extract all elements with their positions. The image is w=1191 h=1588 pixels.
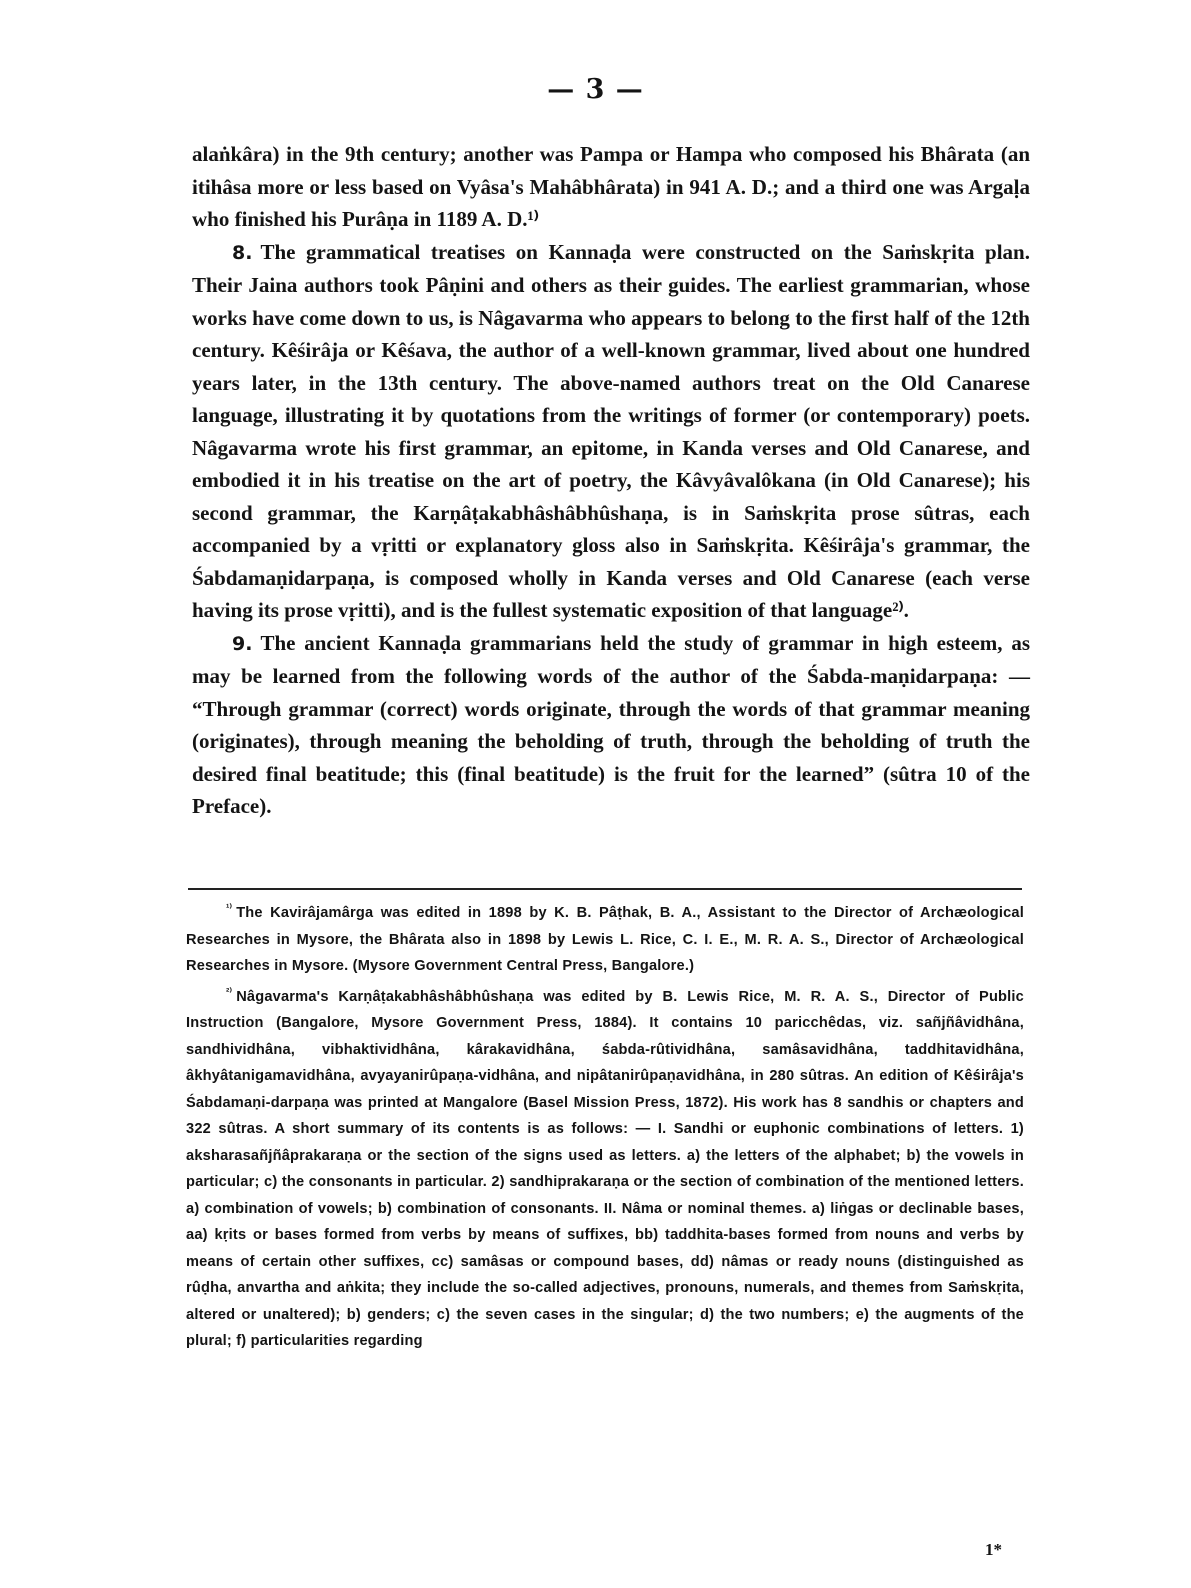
footnote-marker: ¹⁾	[226, 903, 233, 915]
footnote-marker: ²⁾	[226, 986, 233, 998]
paragraph-8	[192, 236, 1030, 627]
paragraph-number: 9.	[232, 632, 253, 655]
paragraph-continuation	[192, 138, 1030, 236]
paragraph-9	[192, 627, 1030, 823]
footnotes	[186, 900, 1024, 1355]
footnote-text: Nâgavarma's Karṇâṭakabhâshâbhûshaṇa was edited by B. Lewis Rice, M. R. A. S., Director of Public Instruction (Bangalore, Mysore Government Press, 1884). It contains 10 paricchêdas, viz. sañjñâvidhâna, sandhividhâna, vibhaktividhâna, kârakavidhâna, śabda-rûtividhâna, samâsavidhâna, taddhitavidhâna, âkhyâtanigamavidhâna, avyayanirûpaṇa-vidhâna, and nipâtanirûpaṇavidhâna, in 280 sûtras. An edition of Kêśirâja's Śabdamaṇi-darpaṇa was printed at Mangalore (Basel Mission Press, 1872). His work has 8 sandhis or chapters and 322 sûtras. A short summary of its contents is as follows: — I. Sandhi or euphonic combinations of letters. 1) aksharasañjñâprakaraṇa or the section of the signs used as letters. a) the letters of the alphabet; b) the vowels in particular; c) the consonants in particular. 2) sandhiprakaraṇa or the section of combination of the mentioned letters. a) combination of vowels; b) combination of consonants. II. Nâma or nominal themes. a) liṅgas or declinable bases, aa) kṛits or bases formed from verbs by means of suffixes, bb) taddhita-bases formed from nouns and verbs by means of certain other suffixes, cc) samâsas or compound bases, dd) nâmas or ready nouns (distinguished as rûḍha, anvartha and aṅkita; they include the so-called adjectives, pronouns, numerals, and themes from Saṁskṛita, altered or unaltered); b) genders; c) the seven cases in the singular; d) the two numbers; e) the augments of the plural; f) particularities regarding	[186, 988, 1024, 1349]
footnote-2	[186, 984, 1024, 1355]
footnote-divider	[188, 888, 1022, 890]
signature-mark: 1*	[985, 1540, 1002, 1559]
paragraph-text: The grammatical treatises on Kannaḍa were constructed on the Saṁskṛita plan. Their Jaina authors took Pâṇini and others as their guides. The earliest grammarian, whose works have come down to us, is Nâgavarma who appears to belong to the first half of the 12th century. Kêśirâja or Kêśava, the author of a well-known grammar, lived about one hundred years later, in the 13th century. The above-named authors treat on the Old Canarese language, illustrating it by quotations from the writings of former (or contemporary) poets. Nâgavarma wrote his first grammar, an epitome, in Kanda verses and Old Canarese, and embodied it in his treatise on the art of poetry, the Kâvyâvalôkana (in Old Canarese); his second grammar, the Karṇâṭakabhâshâbhûshaṇa, is in Saṁskṛita prose sûtras, each accompanied by a vṛitti or explanatory gloss also in Saṁskṛita. Kêśirâja's grammar, the Śabdamaṇidarpaṇa, is composed wholly in Kanda verses and Old Canarese (each verse having its prose vṛitti), and is the fullest systematic exposition of that language²⁾.	[192, 239, 1030, 622]
page-number: — 3 —	[547, 74, 644, 105]
paragraph-text: The ancient Kannaḍa grammarians held the study of grammar in high esteem, as may be learned from the following words of the author of the Śabda-maṇidarpaṇa: — “Through grammar (correct) words originate, through the words of that grammar meaning (originates), through meaning the beholding of truth, through the beholding of truth the desired final beatitude; this (final beatitude) is the fruit for the learned” (sûtra 10 of the Preface).	[192, 630, 1030, 818]
footnote-text: The Kavirâjamârga was edited in 1898 by K. B. Pâṭhak, B. A., Assistant to the Director of Archæological Researches in Mysore, the Bhârata also in 1898 by Lewis L. Rice, C. I. E., M. R. A. S., Director of Archæological Researches in Mysore. (Mysore Government Central Press, Bangalore.)	[186, 905, 1024, 974]
footnote-1	[186, 900, 1024, 980]
main-text	[192, 138, 1030, 823]
paragraph-number: 8.	[232, 241, 253, 264]
paragraph-text: alaṅkâra) in the 9th century; another was Pampa or Hampa who composed his Bhârata (an itihâsa more or less based on Vyâsa's Mahâbhârata) in 941 A. D.; and a third one was Argaḷa who finished his Purâṇa in 1189 A. D.¹⁾	[192, 142, 1030, 231]
